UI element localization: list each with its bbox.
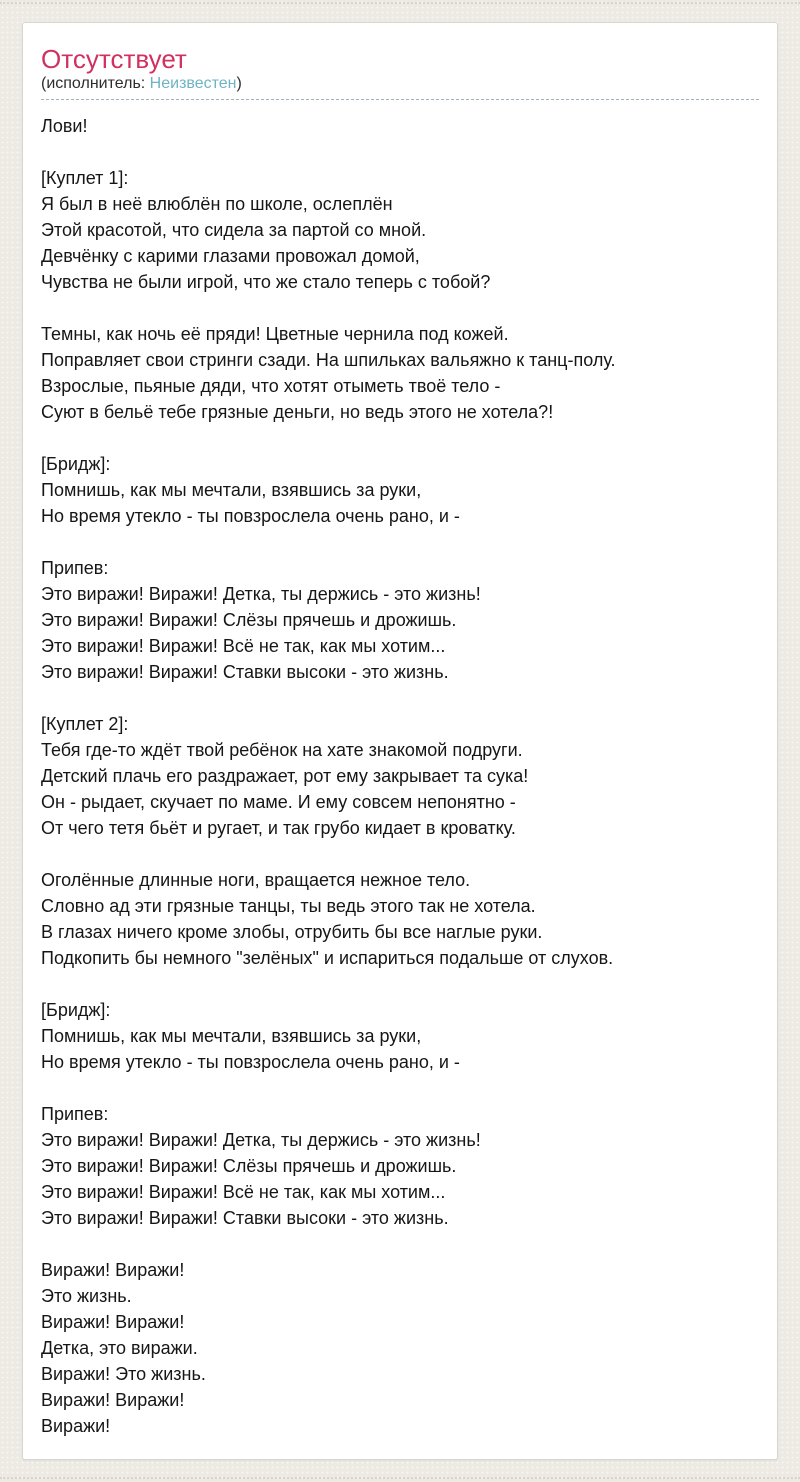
song-header [41,45,759,100]
lyric-line: Я был в неё влюблён по школе, ослеплён [41,194,393,214]
lyric-line: Девчёнку с карими глазами провожал домой, [41,246,420,266]
lyric-line: [Бридж]: [41,1000,111,1020]
lyric-line: Это виражи! Виражи! Детка, ты держись - это жизнь! [41,1130,481,1150]
lyric-line: Припев: [41,1104,109,1124]
background-texture-bottom-dots [0,1477,800,1479]
lyric-line: Чувства не были игрой, что же стало теперь с тобой? [41,272,491,292]
lyric-line: Этой красотой, что сидела за партой со мной. [41,220,427,240]
lyric-line: Виражи! Виражи! [41,1390,185,1410]
lyric-line: Это виражи! Виражи! Ставки высоки - это жизнь. [41,662,449,682]
lyric-line: Но время утекло - ты повзрослела очень рано, и - [41,506,460,526]
lyric-line: Словно ад эти грязные танцы, ты ведь этого так не хотела. [41,896,536,916]
lyric-line: Детский плачь его раздражает, рот ему закрывает та сука! [41,766,529,786]
lyric-line: Виражи! Виражи! [41,1260,185,1280]
lyric-line: Подкопить бы немного "зелёных" и испариться подальше от слухов. [41,948,614,968]
blank-line [41,971,759,997]
lyric-line: Тебя где-то ждёт твой ребёнок на хате знакомой подруги. [41,740,523,760]
blank-line [41,841,759,867]
blank-line [41,139,759,165]
lyric-line: Это жизнь. [41,1286,132,1306]
background-texture-top-dots [0,2,800,4]
lyric-line: Лови! [41,116,88,136]
lyric-line: Но время утекло - ты повзрослела очень рано, и - [41,1052,460,1072]
lyric-line: В глазах ничего кроме злобы, отрубить бы все наглые руки. [41,922,543,942]
lyric-line: Это виражи! Виражи! Всё не так, как мы хотим... [41,1182,446,1202]
lyric-line: [Куплет 2]: [41,714,129,734]
lyric-line: Оголённые длинные ноги, вращается нежное тело. [41,870,471,890]
lyric-line: [Бридж]: [41,454,111,474]
blank-line [41,425,759,451]
lyric-line: Это виражи! Виражи! Детка, ты держись - это жизнь! [41,584,481,604]
artist-link[interactable]: Неизвестен [149,75,237,92]
lyric-line: Помнишь, как мы мечтали, взявшись за руки, [41,1026,422,1046]
blank-line [41,529,759,555]
lyric-line: Он - рыдает, скучает по маме. И ему совсем непонятно - [41,792,516,812]
artist-close-paren: ) [236,75,242,92]
lyric-line: От чего тетя бьёт и ругает, и так грубо кидает в кроватку. [41,818,516,838]
lyric-line: [Куплет 1]: [41,168,129,188]
lyric-line: Взрослые, пьяные дяди, что хотят отыметь твоё тело - [41,376,501,396]
lyric-line: Виражи! Это жизнь. [41,1364,206,1384]
lyric-line: Это виражи! Виражи! Слёзы прячешь и дрожишь. [41,610,457,630]
lyric-line: Детка, это виражи. [41,1338,198,1358]
lyric-line: Это виражи! Виражи! Всё не так, как мы хотим... [41,636,446,656]
artist-label: (исполнитель: [41,75,150,92]
lyrics [41,100,759,1439]
lyric-line: Темны, как ночь её пряди! Цветные чернила под кожей. [41,324,509,344]
blank-line [41,685,759,711]
lyric-line: Припев: [41,558,109,578]
page-title: Отсутствует [41,44,187,74]
lyric-line: Поправляет свои стринги сзади. На шпильках вальяжно к танц-полу. [41,350,616,370]
lyric-line: Виражи! Виражи! [41,1312,185,1332]
blank-line [41,295,759,321]
lyric-line: Это виражи! Виражи! Слёзы прячешь и дрожишь. [41,1156,457,1176]
blank-line [41,1231,759,1257]
lyric-line: Виражи! [41,1416,111,1436]
lyric-line: Помнишь, как мы мечтали, взявшись за руки, [41,480,422,500]
blank-line [41,1075,759,1101]
lyrics-card [22,22,778,1460]
lyric-line: Суют в бельё тебе грязные деньги, но ведь этого не хотела?! [41,402,554,422]
artist-line [41,73,759,94]
lyric-line: Это виражи! Виражи! Ставки высоки - это жизнь. [41,1208,449,1228]
